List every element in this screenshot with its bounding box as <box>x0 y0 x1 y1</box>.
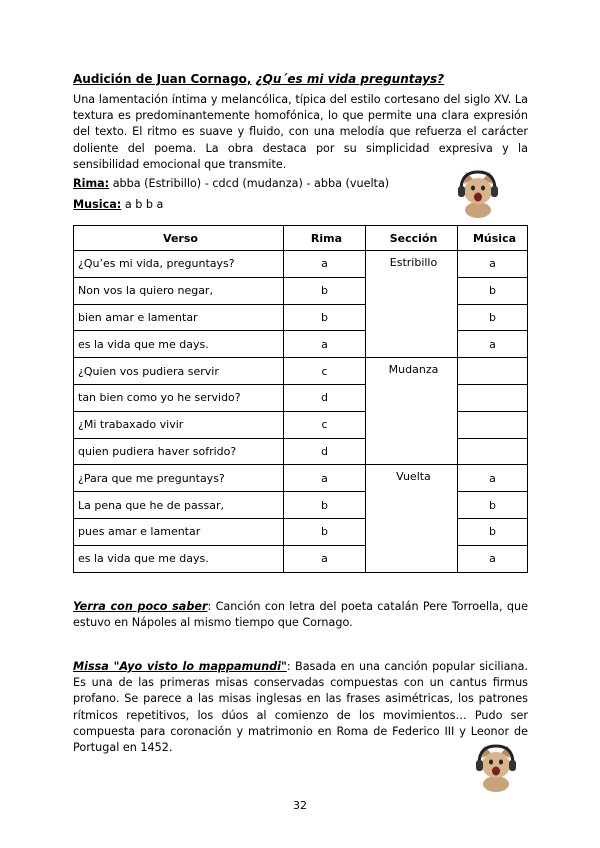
verso-cell: bien amar e lamentar <box>74 304 284 331</box>
rima-cell: b <box>284 277 366 304</box>
section-title <box>73 72 444 86</box>
musica-cell: b <box>458 518 528 545</box>
title-work: ¿Qu´es mi vida preguntays? <box>255 72 445 86</box>
rima-line <box>73 177 389 190</box>
page-number: 32 <box>293 799 307 812</box>
rima-cell: a <box>284 251 366 278</box>
header-seccion: Sección <box>366 226 458 251</box>
musica-cell <box>458 358 528 385</box>
header-verso: Verso <box>74 226 284 251</box>
musica-cell <box>458 411 528 438</box>
cat-headphones-icon <box>452 166 504 218</box>
rima-cell: b <box>284 304 366 331</box>
rima-cell: c <box>284 411 366 438</box>
rima-cell: c <box>284 358 366 385</box>
musica-cell: a <box>458 465 528 492</box>
section-cell: Vuelta <box>366 465 458 572</box>
verso-cell: La pena que he de passar, <box>74 492 284 519</box>
rima-value: abba (Estribillo) - cdcd (mudanza) - abba (vuelta) <box>112 177 390 190</box>
table-row <box>74 331 528 358</box>
rima-cell: a <box>284 545 366 572</box>
musica-cell <box>458 438 528 465</box>
verso-cell: pues amar e lamentar <box>74 518 284 545</box>
verso-cell: es la vida que me days. <box>74 331 284 358</box>
verso-cell: ¿Mi trabaxado vivir <box>74 411 284 438</box>
missa-paragraph <box>73 659 528 756</box>
verso-cell: Non vos la quiero negar, <box>74 277 284 304</box>
table-row <box>74 384 528 411</box>
verso-cell: ¿Quien vos pudiera servir <box>74 358 284 385</box>
yerra-text: : Canción con letra del poeta catalán Pere Torroella, que estuvo en Nápoles al mismo tiempo que Cornago. <box>73 600 528 630</box>
musica-cell: b <box>458 492 528 519</box>
table-row <box>74 465 528 492</box>
musica-cell: a <box>458 251 528 278</box>
table-row <box>74 545 528 572</box>
table-row <box>74 492 528 519</box>
table-row <box>74 304 528 331</box>
rima-cell: b <box>284 518 366 545</box>
musica-cell <box>458 384 528 411</box>
title-main: Audición de Juan Cornago, <box>73 72 252 86</box>
header-musica: Música <box>458 226 528 251</box>
missa-heading: Missa "Ayo visto lo mappamundi" <box>73 660 287 673</box>
yerra-paragraph <box>73 599 528 631</box>
table-row <box>74 277 528 304</box>
rima-cell: b <box>284 492 366 519</box>
table-header-row <box>74 226 528 251</box>
table-row <box>74 251 528 278</box>
musica-cell: a <box>458 331 528 358</box>
table-row <box>74 411 528 438</box>
section-cell: Estribillo <box>366 251 458 358</box>
header-rima: Rima <box>284 226 366 251</box>
table-row <box>74 358 528 385</box>
missa-text: : Basada en una canción popular siciliana. Es una de las primeras misas conservadas compuestas con un cantus firmus profano. Se parece a las misas inglesas en las frases asimétricas, los patrones rítmicos repetitivos, los dúos al comienzo de los movimientos… Pudo ser compuesta para coronación y matrimonio en Roma de Federico III y Leonor de Portugal en 1452. <box>73 660 528 755</box>
rima-cell: d <box>284 384 366 411</box>
musica-label: Musica: <box>73 198 122 211</box>
verso-cell: quien pudiera haver sofrido? <box>74 438 284 465</box>
rima-label: Rima: <box>73 177 110 190</box>
verso-cell: tan bien como yo he servido? <box>74 384 284 411</box>
intro-paragraph: Una lamentación íntima y melancólica, típica del estilo cortesano del siglo XV. La textura es predominantemente homofónica, lo que permite una clara expresión del texto. El ritmo es suave y fluido, con una melodía que refuerza el carácter doliente del poema. La obra destaca por su simplicidad expresiva y la sensibilidad emocional que transmite. <box>73 93 528 171</box>
section-cell: Mudanza <box>366 358 458 465</box>
musica-cell: b <box>458 277 528 304</box>
table-row <box>74 438 528 465</box>
verso-cell: ¿Qu’es mi vida, preguntays? <box>74 251 284 278</box>
musica-value: a b b a <box>124 198 164 211</box>
musica-cell: b <box>458 304 528 331</box>
rima-cell: a <box>284 331 366 358</box>
rima-cell: d <box>284 438 366 465</box>
verso-cell: es la vida que me days. <box>74 545 284 572</box>
verso-cell: ¿Para que me preguntays? <box>74 465 284 492</box>
cat-headphones-icon <box>470 740 522 792</box>
musica-cell: a <box>458 545 528 572</box>
rima-cell: a <box>284 465 366 492</box>
musica-line <box>73 198 163 211</box>
table-row <box>74 518 528 545</box>
yerra-heading: Yerra con poco saber <box>73 600 208 613</box>
verse-table <box>73 225 528 573</box>
